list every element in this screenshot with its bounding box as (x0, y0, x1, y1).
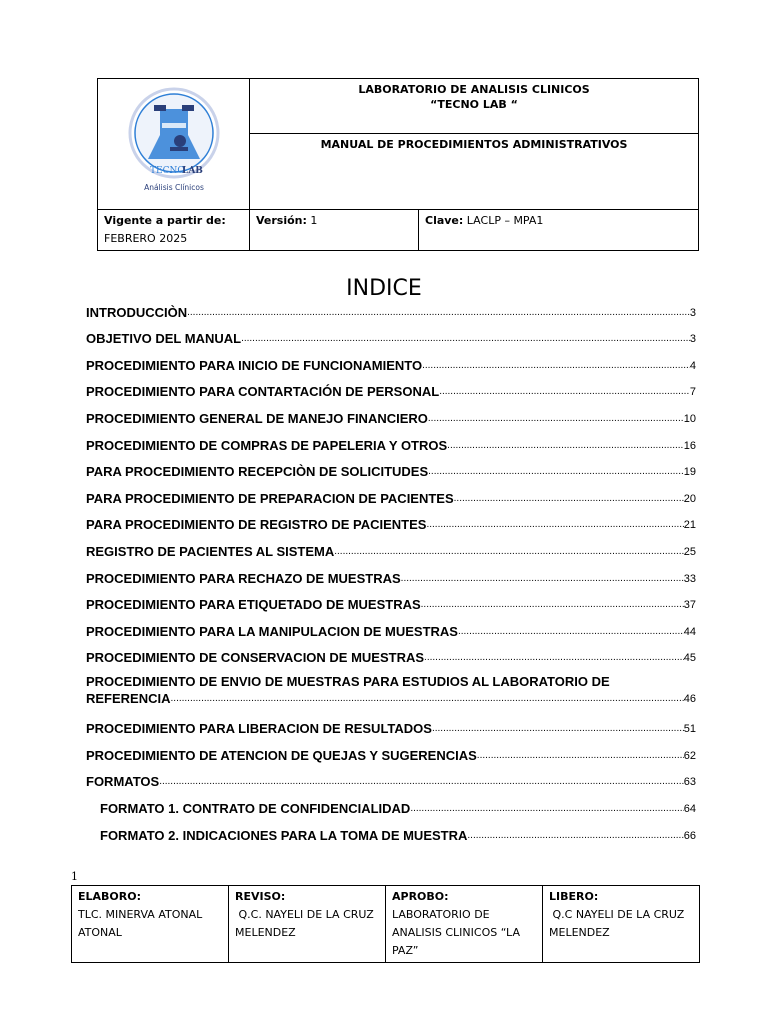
toc-entry[interactable] (86, 411, 696, 426)
toc-leader-dots (439, 386, 690, 397)
toc-entry-page: 62 (683, 750, 696, 762)
toc-entry-title: PROCEDIMIENTO PARA CONTARTACIÓN DE PERSONAL (86, 384, 440, 399)
toc-entry-title: FORMATO 2. INDICACIONES PARA LA TOMA DE MUESTRA (100, 828, 468, 843)
toc-leader-dots (241, 333, 690, 344)
toc-entry[interactable] (86, 491, 696, 506)
elaboro-value: TLC. MINERVA ATONAL ATONAL (78, 908, 203, 939)
toc-entry-title: INTRODUCCIÒN (86, 305, 188, 320)
page-number: 1 (71, 870, 78, 883)
toc-leader-dots (428, 413, 684, 424)
toc-entry-page: 46 (683, 693, 696, 705)
document-header-table (97, 78, 699, 251)
toc-leader-dots (334, 546, 684, 557)
index-title: INDICE (346, 276, 422, 301)
lab-brand: “TECNO LAB “ (430, 98, 518, 111)
toc-entry[interactable] (100, 801, 696, 816)
toc-leader-dots (428, 466, 684, 477)
vigente-cell (98, 210, 250, 251)
toc-entry-title: PARA PROCEDIMIENTO RECEPCIÒN DE SOLICITUDES (86, 464, 429, 479)
elaboro-cell (72, 886, 229, 963)
toc-entry[interactable] (86, 571, 696, 586)
toc-entry-title: PROCEDIMIENTO PARA LA MANIPULACION DE MUESTRAS (86, 624, 458, 639)
toc-entry-page: 21 (683, 519, 696, 531)
vigente-label: Vigente a partir de: (104, 214, 226, 227)
aprobo-label: APROBO: (392, 890, 449, 903)
toc-entry-title: PROCEDIMIENTO DE ATENCION DE QUEJAS Y SUGERENCIAS (86, 748, 477, 763)
toc-entry-page: 63 (683, 776, 696, 788)
toc-entry[interactable] (86, 624, 696, 639)
toc-entry[interactable] (86, 358, 696, 373)
logo-brand-tecno: TECNO (149, 165, 185, 176)
version-value: 1 (310, 214, 318, 227)
toc-leader-dots (422, 360, 690, 371)
toc-entry-page: 19 (683, 466, 696, 478)
toc-entry-page: 25 (683, 546, 696, 558)
toc-entry[interactable] (86, 331, 696, 346)
toc-entry[interactable] (100, 828, 696, 843)
toc-entry[interactable] (86, 384, 696, 399)
signature-footer-table (71, 885, 700, 963)
toc-leader-dots (410, 803, 683, 814)
toc-entry-title: FORMATOS (86, 774, 160, 789)
toc-leader-dots (171, 693, 684, 704)
vigente-value: FEBRERO 2025 (104, 232, 188, 245)
toc-entry-title: PROCEDIMIENTO DE COMPRAS DE PAPELERIA Y OTROS (86, 438, 448, 453)
toc-entry-title: FORMATO 1. CONTRATO DE CONFIDENCIALIDAD (100, 801, 411, 816)
toc-entry[interactable] (86, 721, 696, 736)
reviso-label: REVISO: (235, 890, 286, 903)
toc-leader-dots (187, 307, 690, 318)
lab-title-cell (250, 79, 699, 134)
toc-entry-title: PROCEDIMIENTO PARA INICIO DE FUNCIONAMIENTO (86, 358, 423, 373)
toc-entry-page: 66 (683, 830, 696, 842)
toc-entry-page: 4 (689, 360, 696, 372)
toc-leader-dots (159, 776, 684, 787)
toc-entry[interactable] (86, 464, 696, 479)
toc-entry[interactable] (86, 597, 696, 612)
toc-leader-dots (458, 626, 684, 637)
toc-entry-title: PROCEDIMIENTO PARA RECHAZO DE MUESTRAS (86, 571, 401, 586)
libero-value: Q.C NAYELI DE LA CRUZ MELENDEZ (549, 908, 685, 939)
version-cell (250, 210, 419, 251)
toc-entry-page: 16 (683, 440, 696, 452)
toc-leader-dots (424, 652, 684, 663)
toc-leader-dots (467, 830, 683, 841)
toc-entry-page: 3 (689, 307, 696, 319)
toc-entry-title: PROCEDIMIENTO GENERAL DE MANEJO FINANCIERO (86, 411, 428, 426)
toc-entry-page: 20 (683, 493, 696, 505)
toc-entry[interactable] (86, 305, 696, 320)
logo-cell (98, 79, 250, 210)
toc-leader-dots (454, 493, 684, 504)
toc-entry[interactable] (86, 674, 696, 706)
toc-leader-dots (401, 573, 684, 584)
toc-entry-page: 44 (683, 626, 696, 638)
libero-label: LIBERO: (549, 890, 599, 903)
toc-entry-title: PROCEDIMIENTO PARA ETIQUETADO DE MUESTRAS (86, 597, 421, 612)
toc-entry-title-line1: PROCEDIMIENTO DE ENVIO DE MUESTRAS PARA ESTUDIOS AL LABORATORIO DE (86, 674, 610, 689)
toc-leader-dots (421, 599, 684, 610)
aprobo-value: LABORATORIO DE ANALISIS CLINICOS “LA PAZ” (392, 908, 520, 957)
toc-entry-page: 51 (683, 723, 696, 735)
aprobo-cell (386, 886, 543, 963)
toc-entry-page: 3 (689, 333, 696, 345)
toc-entry[interactable] (86, 438, 696, 453)
libero-cell (543, 886, 700, 963)
toc-entry-title-line2: REFERENCIA (86, 691, 171, 706)
clave-cell (419, 210, 699, 251)
toc-entry-page: 45 (683, 652, 696, 664)
toc-entry[interactable] (86, 544, 696, 559)
toc-entry-page: 10 (683, 413, 696, 425)
toc-leader-dots (432, 723, 684, 734)
toc-entry[interactable] (86, 650, 696, 665)
toc-entry-title: PROCEDIMIENTO DE CONSERVACION DE MUESTRAS (86, 650, 425, 665)
toc-entry-title: OBJETIVO DEL MANUAL (86, 331, 242, 346)
clave-label: Clave: (425, 214, 464, 227)
toc-entry[interactable] (86, 774, 696, 789)
toc-entry-title: PARA PROCEDIMIENTO DE REGISTRO DE PACIENTES (86, 517, 427, 532)
toc-entry-page: 64 (683, 803, 696, 815)
reviso-cell (229, 886, 386, 963)
lab-name: LABORATORIO DE ANALISIS CLINICOS (358, 83, 590, 96)
toc-entry-title: PARA PROCEDIMIENTO DE PREPARACION DE PACIENTES (86, 491, 454, 506)
toc-entry[interactable] (86, 748, 696, 763)
version-label: Versión: (256, 214, 307, 227)
toc-leader-dots (447, 440, 684, 451)
toc-entry-title: REGISTRO DE PACIENTES AL SISTEMA (86, 544, 335, 559)
tecnolab-logo (124, 87, 224, 199)
manual-title: MANUAL DE PROCEDIMIENTOS ADMINISTRATIVOS (250, 134, 699, 210)
toc-entry[interactable] (86, 517, 696, 532)
toc-entry-title: PROCEDIMIENTO PARA LIBERACION DE RESULTADOS (86, 721, 432, 736)
clave-value: LACLP – MPA1 (466, 214, 544, 227)
toc-leader-dots (477, 750, 684, 761)
toc-entry-page: 37 (683, 599, 696, 611)
elaboro-label: ELABORO: (78, 890, 141, 903)
toc-entry-page: 33 (683, 573, 696, 585)
logo-subtitle: Análisis Clínicos (143, 182, 204, 192)
logo-brand-lab: LAB (181, 165, 203, 176)
toc-entry-page: 7 (689, 386, 696, 398)
toc-leader-dots (426, 519, 683, 530)
reviso-value: Q.C. NAYELI DE LA CRUZ MELENDEZ (235, 908, 374, 939)
